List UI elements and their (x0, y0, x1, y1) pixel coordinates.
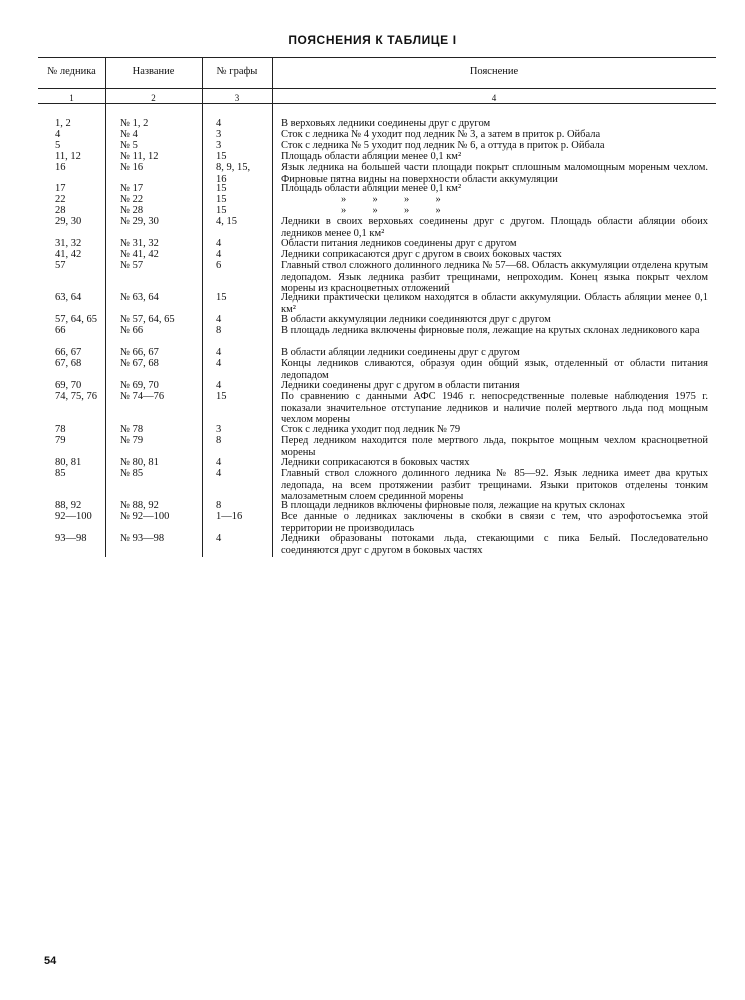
glacier-cell: 11, 12 (55, 151, 81, 162)
column-cell: 4 (216, 468, 222, 479)
name-cell: № 69, 70 (120, 380, 159, 391)
column-number-1: 1 (69, 93, 74, 103)
name-cell: № 92—100 (120, 511, 170, 522)
name-cell: № 5 (120, 140, 138, 151)
glacier-cell: 31, 32 (55, 238, 82, 249)
name-cell: № 88, 92 (120, 500, 159, 511)
explanation-cell: В области аккумуляции ледники соединяются друг с другом (281, 314, 551, 325)
column-cell: 8 (216, 325, 222, 336)
explanation-cell: Язык ледника на большей части площади покрыт сплошным маломощным мореным чехлом. Фирновые пятна видны на поверхности области аккумуляции (281, 162, 708, 185)
column-cell: 3 (216, 424, 222, 435)
explanation-cell: Ледники соприкасаются в боковых частях (281, 457, 470, 468)
glacier-cell: 63, 64 (55, 292, 82, 303)
glacier-cell: 22 (55, 194, 66, 205)
column-cell: 4 (216, 118, 222, 129)
name-cell: № 67, 68 (120, 358, 159, 369)
explanation-cell: В площади ледников включены фирновые поля, лежащие на крутых склонах (281, 500, 626, 511)
glacier-cell: 67, 68 (55, 358, 82, 369)
explanation-cell: По сравнению с данными АФС 1946 г. непосредственные полевые наблюдения 1975 г. показали значительное отступание ледников и наличие полей мертвого льда под мощным чехлом морены (281, 391, 708, 425)
header-explanation: Пояснение (469, 66, 519, 77)
column-divider-3 (272, 57, 273, 557)
column-cell: 4 (216, 314, 222, 325)
explanation-cell: Ледники соприкасаются друг с другом в своих боковых частях (281, 249, 562, 260)
explanation-cell: Концы ледников сливаются, образуя один общий язык, отделенный от области питания ледопадом (281, 358, 708, 381)
name-cell: № 31, 32 (120, 238, 159, 249)
explanation-cell: Главный ствол сложного долинного ледника № 57—68. Область аккумуляции отделена крутым ледопадом. Язык ледника разбит трещинами, непроходим. Конец языка покрыт чехлом морены из красноцветных отложений (281, 260, 708, 294)
glacier-cell: 57 (55, 260, 66, 271)
column-cell: 3 (216, 129, 222, 140)
glacier-cell: 28 (55, 205, 66, 216)
name-cell: № 63, 64 (120, 292, 159, 303)
name-cell: № 78 (120, 424, 144, 435)
header-rule (38, 88, 716, 89)
column-cell: 4, 15 (216, 216, 237, 227)
column-cell: 8 (216, 435, 222, 446)
column-number-2: 2 (151, 93, 156, 103)
explanation-cell: В области абляции ледники соединены друг с другом (281, 347, 520, 358)
glacier-cell: 57, 64, 65 (55, 314, 97, 325)
column-cell: 15 (216, 391, 227, 402)
name-cell: № 79 (120, 435, 144, 446)
name-cell: № 66, 67 (120, 347, 159, 358)
column-cell: 8 (216, 500, 222, 511)
column-divider-2 (202, 57, 203, 557)
name-cell: № 57, 64, 65 (120, 314, 175, 325)
column-cell: 3 (216, 140, 222, 151)
table-top-rule (38, 57, 716, 58)
explanation-cell: » » » » (341, 194, 441, 205)
explanation-cell: Ледники практически целиком находятся в области аккумуляции. Область абляции менее 0,1 км² (281, 292, 708, 315)
column-cell: 6 (216, 260, 222, 271)
explanation-cell: В площадь ледника включены фирновые поля, лежащие на крутых склонах ледникового кара (281, 325, 700, 336)
name-cell: № 57 (120, 260, 144, 271)
explanation-cell: Области питания ледников соединены друг с другом (281, 238, 517, 249)
glacier-cell: 88, 92 (55, 500, 82, 511)
name-cell: № 85 (120, 468, 144, 479)
name-cell: № 17 (120, 183, 144, 194)
glacier-cell: 66 (55, 325, 66, 336)
column-cell: 4 (216, 457, 222, 468)
column-number-4: 4 (491, 93, 497, 103)
column-cell: 15 (216, 151, 227, 162)
explanation-cell: Сток с ледника уходит под ледник № 79 (281, 424, 461, 435)
name-cell: № 29, 30 (120, 216, 159, 227)
explanation-cell: Ледники в своих верховьях соединены друг с другом. Площадь области абляции обоих ледников менее 0,1 км² (281, 216, 708, 239)
glacier-cell: 17 (55, 183, 66, 194)
glacier-cell: 16 (55, 162, 66, 173)
glacier-cell: 29, 30 (55, 216, 82, 227)
column-cell: 15 (216, 292, 227, 303)
name-cell: № 41, 42 (120, 249, 159, 260)
name-cell: № 11, 12 (120, 151, 159, 162)
explanation-cell: Сток с ледника № 4 уходит под ледник № 3, а затем в приток р. Ойбала (281, 129, 601, 140)
glacier-cell: 4 (55, 129, 61, 140)
page-title: ПОЯСНЕНИЯ К ТАБЛИЦЕ I (288, 33, 457, 47)
explanation-cell: Площадь области абляции менее 0,1 км² (281, 151, 462, 162)
explanation-cell: Площадь области абляции менее 0,1 км² (281, 183, 462, 194)
name-cell: № 74—76 (120, 391, 165, 402)
column-cell: 4 (216, 380, 222, 391)
header-glacier-no: № ледника (47, 66, 96, 77)
glacier-cell: 66, 67 (55, 347, 82, 358)
glacier-cell: 92—100 (55, 511, 92, 522)
glacier-cell: 74, 75, 76 (55, 391, 97, 402)
column-cell: 4 (216, 533, 222, 544)
name-cell: № 1, 2 (120, 118, 149, 129)
explanation-cell: Все данные о ледниках заключены в скобки в связи с тем, что аэрофотосъемка этой территории не производилась (281, 511, 708, 534)
name-cell: № 80, 81 (120, 457, 159, 468)
glacier-cell: 41, 42 (55, 249, 82, 260)
number-row-rule (38, 103, 716, 104)
page-number: 54 (44, 955, 57, 967)
explanation-cell: Сток с ледника № 5 уходит под ледник № 6, а оттуда в приток р. Ойбала (281, 140, 605, 151)
glacier-cell: 78 (55, 424, 66, 435)
explanation-cell: Главный ствол сложного долинного ледника № 85—92. Язык ледника имеет два крутых ледопада, на всем протяжении разбит трещинами. Языки притоков отделены тонким малозаметным слоем срединной морены (281, 468, 708, 502)
name-cell: № 16 (120, 162, 144, 173)
glacier-cell: 80, 81 (55, 457, 82, 468)
header-name: Название (132, 66, 175, 77)
column-cell: 4 (216, 347, 222, 358)
column-cell: 15 (216, 205, 227, 216)
explanation-cell: Ледники образованы потоками льда, стекающими с пика Белый. Последовательно соединяются друг с другом в боковых частях (281, 533, 708, 556)
explanation-cell: Перед ледником находится поле мертвого льда, покрытое мощным чехлом красноцветной морены (281, 435, 708, 458)
column-cell: 15 (216, 183, 227, 194)
column-cell: 4 (216, 249, 222, 260)
glacier-cell: 85 (55, 468, 66, 479)
glacier-cell: 69, 70 (55, 380, 82, 391)
glacier-cell: 1, 2 (55, 118, 71, 129)
column-number-3: 3 (234, 93, 240, 103)
explanation-cell: Ледники соединены друг с другом в области питания (281, 380, 520, 391)
name-cell: № 4 (120, 129, 138, 140)
column-cell: 8, 9, 15, 16 (216, 162, 251, 185)
explanation-cell: В верховьях ледники соединены друг с другом (281, 118, 491, 129)
column-cell: 4 (216, 238, 222, 249)
glacier-cell: 79 (55, 435, 66, 446)
name-cell: № 66 (120, 325, 144, 336)
glacier-cell: 5 (55, 140, 61, 151)
header-column-no: № графы (216, 66, 258, 77)
name-cell: № 22 (120, 194, 144, 205)
column-cell: 1—16 (216, 511, 243, 522)
column-cell: 4 (216, 358, 222, 369)
name-cell: № 93—98 (120, 533, 165, 544)
name-cell: № 28 (120, 205, 144, 216)
glacier-cell: 93—98 (55, 533, 87, 544)
column-cell: 15 (216, 194, 227, 205)
column-divider-1 (105, 57, 106, 557)
explanation-cell: » » » » (341, 205, 441, 216)
